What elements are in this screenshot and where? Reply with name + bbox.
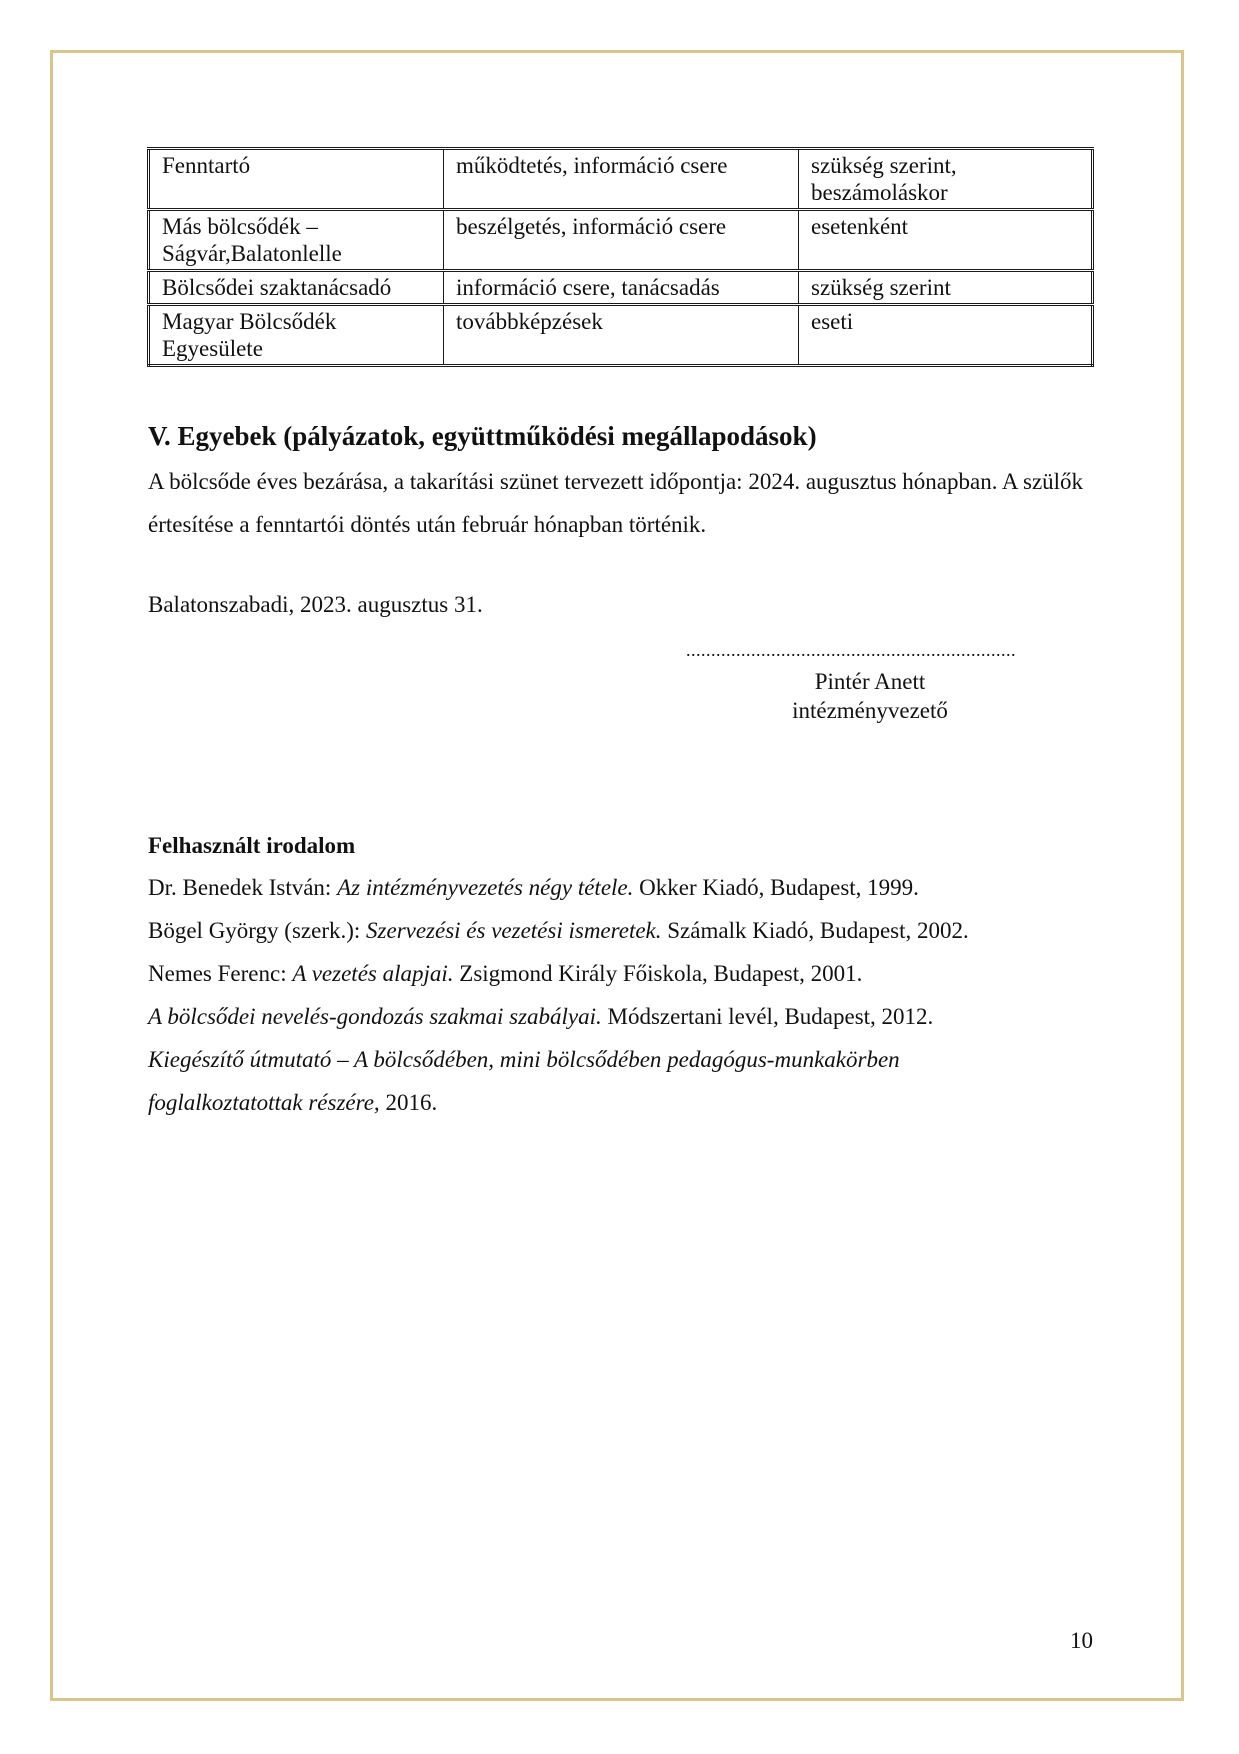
table-cell: szükség szerint [799,271,1093,305]
ref-publisher: Módszertani levél, Budapest, 2012. [601,1004,934,1029]
table-row [149,305,1093,366]
table-row [149,271,1093,305]
signer-role: intézményvezető [792,698,948,723]
table-cell [799,149,1093,210]
list-item [148,1038,968,1124]
table-cell: információ csere, tanácsadás [444,271,799,305]
table-cell [149,210,444,271]
section-paragraph: A bölcsőde éves bezárása, a takarítási szünet tervezett időpontja: 2024. augusztus hónapban. A szülők értesítése a fenntartói döntés után február hónapban történik. [148,469,1084,537]
ref-title: Szervezési és vezetési ismeretek. [366,918,662,943]
ref-title: A bölcsődei nevelés-gondozás szakmai szabályai. [148,1004,602,1029]
cell-line: Ságvár,Balatonlelle [162,241,342,266]
signature-line: .................................................................. [686,640,1016,660]
cell-line: beszámoláskor [811,180,948,205]
table-cell: esetenként [799,210,1093,271]
ref-author: Bögel György (szerk.): [148,918,367,943]
table-row [149,149,1093,210]
cell-line: Magyar Bölcsődék [162,309,337,334]
ref-author: Nemes Ferenc: [148,961,293,986]
contacts-table [147,147,1094,367]
table-cell: beszélgetés, információ csere [444,210,799,271]
table-cell: működtetés, információ csere [444,149,799,210]
cell-line: szükség szerint, [811,153,957,178]
table-cell: eseti [799,305,1093,366]
ref-publisher: 2016. [379,1090,438,1115]
ref-title: A vezetés alapjai. [292,961,454,986]
table-row [149,210,1093,271]
cell-line: Egyesülete [162,336,263,361]
ref-author: Dr. Benedek István: [148,875,338,900]
ref-publisher: Zsigmond Király Főiskola, Budapest, 2001. [453,961,863,986]
section-heading: V. Egyebek (pályázatok, együttműködési megállapodások) [148,421,817,451]
ref-publisher: Számalk Kiadó, Budapest, 2002. [661,918,969,943]
table-cell: Fenntartó [149,149,444,210]
literature-title: Felhasznált irodalom [148,833,356,858]
place-date: Balatonszabadi, 2023. augusztus 31. [148,592,483,617]
cell-line: Más bölcsődék – [162,214,318,239]
ref-publisher: Okker Kiadó, Budapest, 1999. [633,875,919,900]
ref-title: Kiegészítő útmutató – A bölcsődében, mini bölcsődében pedagógus-munkakörben foglalkoztatottak részére, [148,1047,900,1115]
page-number: 10 [1070,1628,1093,1653]
list-item [148,952,1108,995]
table-cell: továbbképzések [444,305,799,366]
table-cell [149,305,444,366]
literature-list [148,866,1108,1124]
list-item [148,866,1108,909]
list-item [148,909,1108,952]
ref-title: Az intézményvezetés négy tétele. [337,875,634,900]
table-cell: Bölcsődei szaktanácsadó [149,271,444,305]
signature-block [740,667,1000,725]
signer-name: Pintér Anett [814,669,926,694]
list-item [148,995,1108,1038]
